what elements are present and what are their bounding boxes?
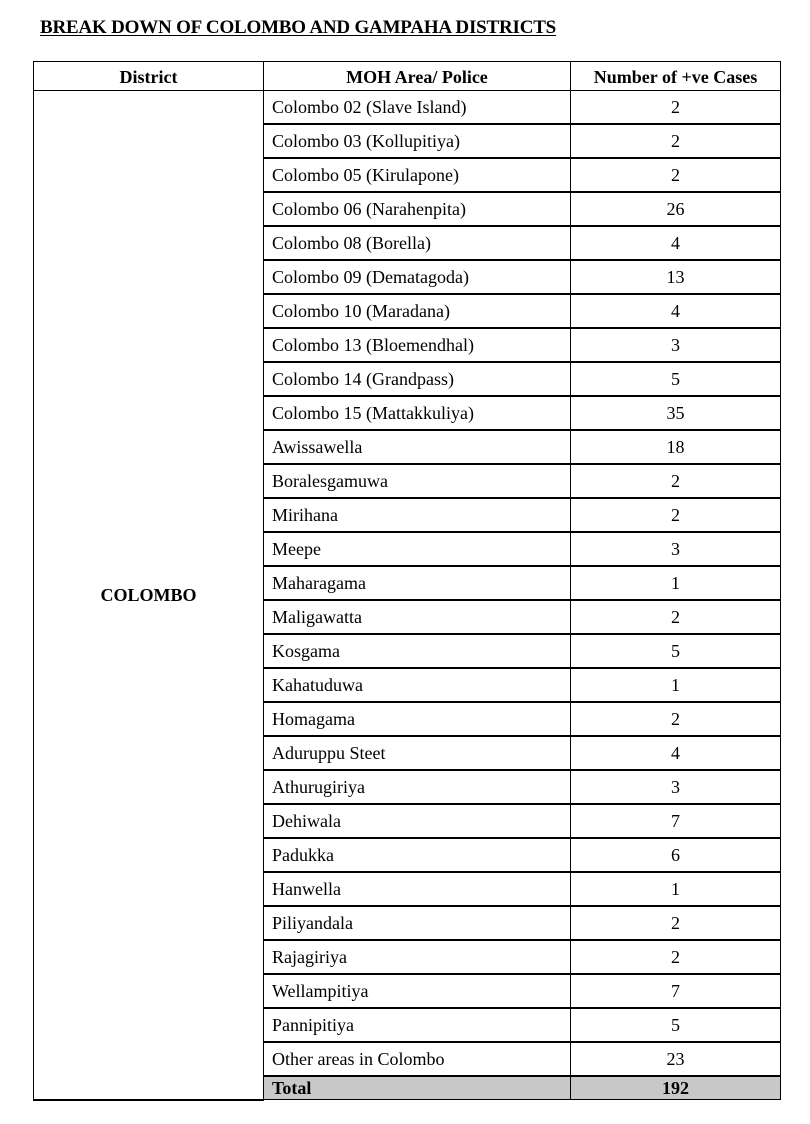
case-count-cell: 2: [571, 600, 781, 634]
case-count-cell: 5: [571, 362, 781, 396]
moh-area-cell: Meepe: [264, 532, 571, 566]
case-count-cell: 26: [571, 192, 781, 226]
case-count-cell: 1: [571, 566, 781, 600]
moh-area-cell: Aduruppu Steet: [264, 736, 571, 770]
case-count-cell: 2: [571, 498, 781, 532]
case-count-cell: 3: [571, 328, 781, 362]
case-count-cell: 4: [571, 226, 781, 260]
case-count-cell: 2: [571, 464, 781, 498]
case-count-cell: 5: [571, 1008, 781, 1042]
header-positive-cases: Number of +ve Cases: [571, 62, 781, 91]
moh-area-cell: Kosgama: [264, 634, 571, 668]
case-count-cell: 18: [571, 430, 781, 464]
cases-breakdown-table: [33, 61, 781, 1101]
moh-area-cell: Colombo 14 (Grandpass): [264, 362, 571, 396]
moh-area-cell: Maharagama: [264, 566, 571, 600]
moh-area-cell: Padukka: [264, 838, 571, 872]
moh-area-cell: Pannipitiya: [264, 1008, 571, 1042]
moh-area-cell: Athurugiriya: [264, 770, 571, 804]
moh-area-cell: Rajagiriya: [264, 940, 571, 974]
case-count-cell: 6: [571, 838, 781, 872]
moh-area-cell: Kahatuduwa: [264, 668, 571, 702]
case-count-cell: 2: [571, 940, 781, 974]
moh-area-cell: Colombo 08 (Borella): [264, 226, 571, 260]
table-row: [34, 91, 781, 125]
case-count-cell: 23: [571, 1042, 781, 1076]
moh-area-cell: Dehiwala: [264, 804, 571, 838]
moh-area-cell: Maligawatta: [264, 600, 571, 634]
moh-area-cell: Colombo 13 (Bloemendhal): [264, 328, 571, 362]
case-count-cell: 4: [571, 736, 781, 770]
total-value: 192: [571, 1076, 781, 1100]
case-count-cell: 7: [571, 974, 781, 1008]
moh-area-cell: Colombo 05 (Kirulapone): [264, 158, 571, 192]
moh-area-cell: Hanwella: [264, 872, 571, 906]
moh-area-cell: Awissawella: [264, 430, 571, 464]
moh-area-cell: Homagama: [264, 702, 571, 736]
moh-area-cell: Colombo 10 (Maradana): [264, 294, 571, 328]
moh-area-cell: Boralesgamuwa: [264, 464, 571, 498]
moh-area-cell: Wellampitiya: [264, 974, 571, 1008]
case-count-cell: 35: [571, 396, 781, 430]
case-count-cell: 2: [571, 158, 781, 192]
moh-area-cell: Mirihana: [264, 498, 571, 532]
case-count-cell: 4: [571, 294, 781, 328]
moh-area-cell: Colombo 06 (Narahenpita): [264, 192, 571, 226]
moh-area-cell: Colombo 02 (Slave Island): [264, 91, 571, 125]
case-count-cell: 1: [571, 668, 781, 702]
case-count-cell: 2: [571, 124, 781, 158]
moh-area-cell: Colombo 03 (Kollupitiya): [264, 124, 571, 158]
case-count-cell: 1: [571, 872, 781, 906]
total-label: Total: [264, 1076, 571, 1100]
moh-area-cell: Colombo 15 (Mattakkuliya): [264, 396, 571, 430]
case-count-cell: 7: [571, 804, 781, 838]
table-body: [34, 91, 781, 1100]
case-count-cell: 3: [571, 532, 781, 566]
header-moh-area: MOH Area/ Police: [264, 62, 571, 91]
district-cell-colombo: COLOMBO: [34, 91, 264, 1100]
case-count-cell: 3: [571, 770, 781, 804]
moh-area-cell: Colombo 09 (Dematagoda): [264, 260, 571, 294]
table-header-row: [34, 62, 781, 91]
page-title: BREAK DOWN OF COLOMBO AND GAMPAHA DISTRICTS: [40, 17, 557, 38]
case-count-cell: 5: [571, 634, 781, 668]
case-count-cell: 2: [571, 91, 781, 125]
case-count-cell: 2: [571, 906, 781, 940]
case-count-cell: 2: [571, 702, 781, 736]
moh-area-cell: Other areas in Colombo: [264, 1042, 571, 1076]
case-count-cell: 13: [571, 260, 781, 294]
header-district: District: [34, 62, 264, 91]
moh-area-cell: Piliyandala: [264, 906, 571, 940]
